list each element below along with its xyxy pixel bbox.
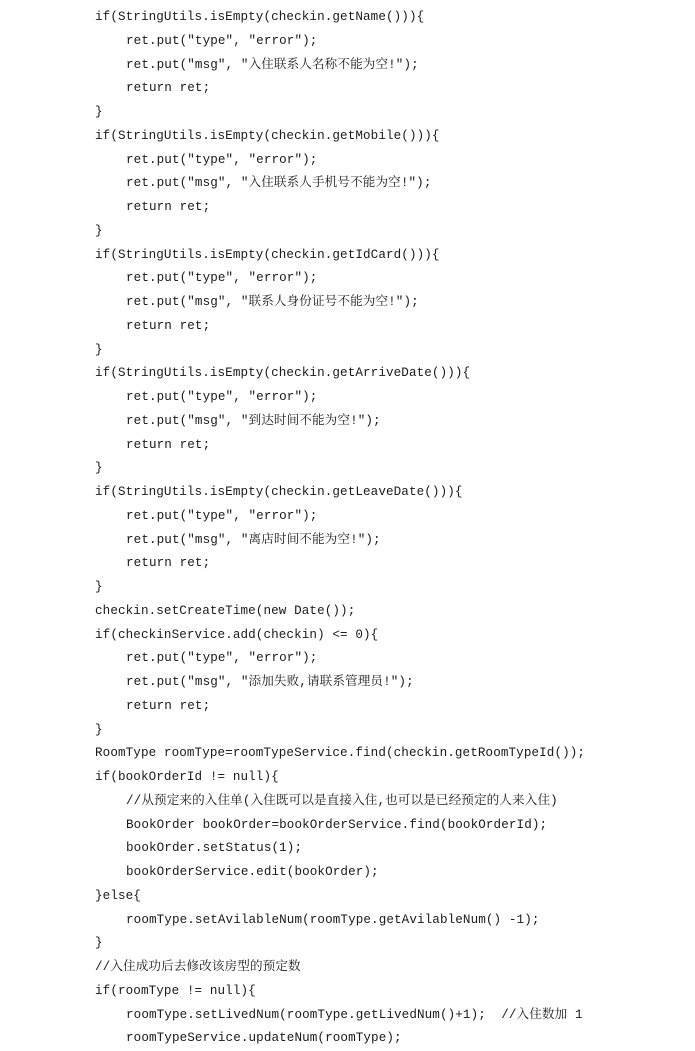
code-line: ret.put("type", "error"); — [126, 390, 318, 404]
code-line: ret.put("msg", "离店时间不能为空!"); — [126, 532, 381, 547]
code-line: return ret; — [126, 437, 211, 452]
code-line: ret.put("type", "error"); — [126, 651, 318, 666]
code-line: if(StringUtils.isEmpty(checkin.getIdCard())){ — [95, 247, 440, 262]
code-line: //入住成功后去修改该房型的预定数 — [95, 960, 301, 974]
code-line: ret.put("type", "error"); — [126, 152, 318, 167]
code-line: if(checkinService.add(checkin) <= 0){ — [95, 627, 379, 642]
code-line: if(StringUtils.isEmpty(checkin.getMobile())){ — [95, 128, 440, 143]
code-line: bookOrderService.edit(bookOrder); — [126, 865, 379, 879]
code-line: bookOrder.setStatus(1); — [126, 841, 303, 856]
code-line: if(StringUtils.isEmpty(checkin.getLeaveDate())){ — [95, 485, 463, 499]
code-line: } — [95, 342, 103, 357]
code-listing — [95, 6, 695, 1051]
code-line: ret.put("msg", "入住联系人手机号不能为空!"); — [126, 176, 432, 191]
code-line: ret.put("type", "error"); — [126, 508, 318, 523]
code-line: checkin.setCreateTime(new Date()); — [95, 603, 356, 618]
code-line: if(bookOrderId != null){ — [95, 770, 279, 784]
code-line: return ret; — [126, 200, 211, 214]
code-line: ret.put("type", "error"); — [126, 33, 318, 48]
code-line: ret.put("type", "error"); — [126, 271, 318, 286]
code-line: RoomType roomType=roomTypeService.find(checkin.getRoomTypeId()); — [95, 746, 586, 761]
code-line: ret.put("msg", "到达时间不能为空!"); — [126, 413, 381, 428]
code-line: //从预定来的入住单(入住既可以是直接入住,也可以是已经预定的人来入住) — [126, 793, 558, 808]
code-line: roomType.setAvilableNum(roomType.getAvilableNum() -1); — [126, 912, 540, 927]
code-line: if(roomType != null){ — [95, 983, 256, 998]
code-line: return ret; — [126, 556, 211, 571]
code-line: } — [95, 105, 103, 119]
code-line: } — [95, 223, 103, 238]
code-line: } — [95, 461, 103, 476]
code-line: } — [95, 722, 103, 737]
code-line: return ret; — [126, 318, 211, 333]
code-line: BookOrder bookOrder=bookOrderService.find(bookOrderId); — [126, 817, 548, 832]
code-line: ret.put("msg", "入住联系人名称不能为空!"); — [126, 57, 419, 72]
code-line: if(StringUtils.isEmpty(checkin.getName())){ — [95, 10, 425, 24]
code-line: return ret; — [126, 698, 211, 713]
code-line: }else{ — [95, 888, 141, 903]
code-line: return ret; — [126, 81, 211, 96]
code-line: ret.put("msg", "联系人身份证号不能为空!"); — [126, 295, 419, 309]
code-line: roomType.setLivedNum(roomType.getLivedNum()+1); //入住数加 1 — [126, 1007, 583, 1022]
code-line: ret.put("msg", "添加失败,请联系管理员!"); — [126, 675, 414, 689]
code-line: if(StringUtils.isEmpty(checkin.getArriveDate())){ — [95, 366, 471, 381]
code-line: } — [95, 936, 103, 951]
code-line: roomTypeService.updateNum(roomType); — [126, 1031, 402, 1046]
code-line: } — [95, 580, 103, 594]
